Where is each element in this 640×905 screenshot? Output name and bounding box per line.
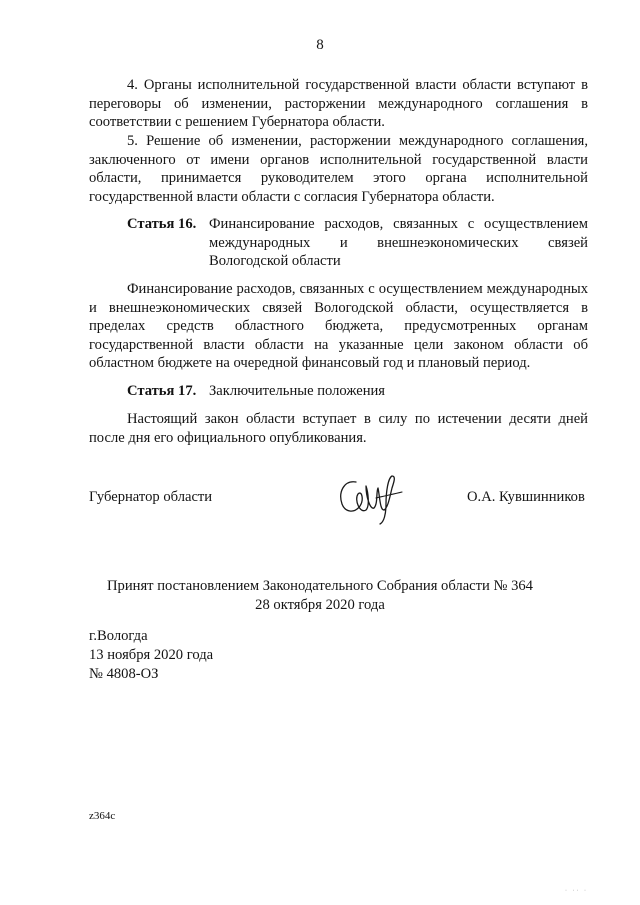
paragraph-5 <box>89 132 588 206</box>
article-17-heading <box>127 382 588 401</box>
governor-name: О.А. Кувшинников <box>467 489 585 505</box>
handwritten-signature <box>336 470 406 526</box>
article-16-heading <box>127 215 588 271</box>
adoption-line-1: Принят постановлением Законодательного Собрания области № 364 <box>107 578 533 594</box>
article-16-label: Статья 16. <box>127 216 197 232</box>
paragraph-5-text: 5. Решение об изменении, расторжении международного соглашения, заключенного от имени органов исполнительной государственной власти области, принимается руководителем этого органа исполнительной государственной власти области с согласия Губернатора области. <box>89 133 588 205</box>
paragraph-4 <box>89 76 588 132</box>
city: г.Вологда <box>89 628 148 644</box>
law-metadata <box>89 627 213 684</box>
article-16-body <box>89 280 588 373</box>
article-17-body <box>89 410 588 447</box>
paragraph-4-text: 4. Органы исполнительной государственной власти области вступают в переговоры об изменении, расторжении международного соглашения в соответствии с решением Губернатора области. <box>89 77 588 131</box>
article-17-label: Статья 17. <box>127 383 197 399</box>
adoption-note <box>0 577 640 614</box>
document-code: z364c <box>89 810 116 822</box>
signing-date: 13 ноября 2020 года <box>89 647 214 663</box>
article-16-title: Финансирование расходов, связанных с осуществлением международных и внешнеэкономических связей Вологодской области <box>209 216 588 270</box>
governor-position: Губернатор области <box>89 489 213 505</box>
adoption-line-2: 28 октября 2020 года <box>255 596 385 613</box>
law-number: № 4808-ОЗ <box>89 666 159 682</box>
article-17-body-text: Настоящий закон области вступает в силу по истечении десяти дней после дня его официального опубликования. <box>89 411 588 446</box>
article-16-body-text: Финансирование расходов, связанных с осуществлением международных и внешнеэкономических связей Вологодской области, осуществляется в пределах средств областного бюджета, предусмотренных органам государственной власти области на указанные цели законом области об областном бюджете на очередной финансовый год и плановый период. <box>89 281 588 372</box>
scan-specks: · ·· · <box>565 888 588 894</box>
article-17-title: Заключительные положения <box>209 383 386 399</box>
page-number: 8 <box>316 37 324 53</box>
